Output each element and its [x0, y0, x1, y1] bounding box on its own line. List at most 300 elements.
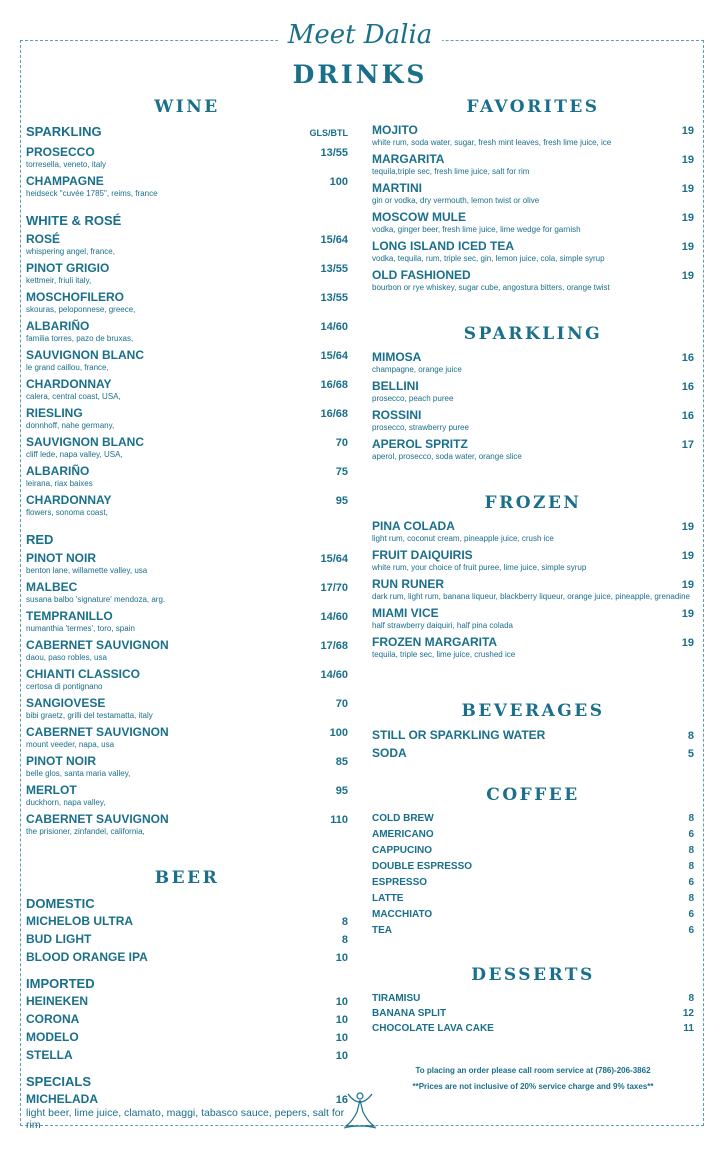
- menu-item: [26, 638, 348, 663]
- menu-item-row: [26, 145, 348, 160]
- footer-price-note: **Prices are not inclusive of 20% service charge and 9% taxes**: [412, 1082, 654, 1091]
- item-price: 8: [688, 813, 694, 824]
- item-description: torresella, veneto, italy: [26, 160, 107, 169]
- menu-item: [372, 379, 694, 404]
- menu-item: [26, 932, 348, 947]
- item-price: 75: [335, 466, 348, 478]
- item-name: PINOT NOIR: [26, 754, 97, 768]
- menu-item: [372, 828, 694, 842]
- menu-item: [26, 667, 348, 692]
- item-description: dark rum, light rum, banana liqueur, blackberry liqueur, orange juice, pineapple, grenadine: [372, 592, 690, 601]
- item-description: leirana, riax baixes: [26, 479, 93, 488]
- item-name: ALBARIÑO: [26, 464, 90, 478]
- menu-item-row: [372, 239, 694, 254]
- item-name: CHAMPAGNE: [26, 174, 104, 188]
- menu-item-row: [26, 174, 348, 189]
- item-price: 13/55: [320, 147, 348, 159]
- item-price: 19: [681, 125, 694, 137]
- item-price: 19: [681, 550, 694, 562]
- menu-item: [372, 1007, 694, 1021]
- item-description: familia torres, pazo de bruxas,: [26, 334, 134, 343]
- item-name: BELLINI: [372, 379, 419, 393]
- item-price: 13/55: [320, 263, 348, 275]
- menu-item: [26, 1092, 348, 1131]
- item-price: 17/68: [320, 640, 348, 652]
- menu-item-row: [26, 464, 348, 479]
- item-name: AMERICANO: [372, 829, 434, 840]
- menu-item-row: [26, 609, 348, 624]
- menu-item: [26, 812, 348, 837]
- item-name: ALBARIÑO: [26, 319, 90, 333]
- menu-item: [26, 261, 348, 286]
- item-price: 16/68: [320, 379, 348, 391]
- beer-title: BEER: [154, 868, 220, 888]
- item-price: 10: [335, 1032, 348, 1044]
- menu-item-row: [372, 408, 694, 423]
- item-description: numanthia 'termes', toro, spain: [26, 624, 135, 633]
- item-name: COLD BREW: [372, 813, 434, 824]
- left-column: [26, 96, 348, 1134]
- item-description: skouras, peloponnese, greece,: [26, 305, 136, 314]
- item-price: 14/60: [320, 669, 348, 681]
- menu-item-row: [26, 435, 348, 450]
- item-name: ESPRESSO: [372, 877, 428, 888]
- menu-item: [26, 377, 348, 402]
- item-name: APEROL SPRITZ: [372, 437, 468, 451]
- item-price: 8: [688, 893, 694, 904]
- menu-item-row: [372, 1022, 694, 1036]
- item-price: 19: [681, 270, 694, 282]
- item-price: 6: [688, 925, 694, 936]
- item-name: MOJITO: [372, 123, 418, 137]
- favorites-list: [372, 123, 694, 293]
- menu-item-row: [372, 1007, 694, 1021]
- menu-item-row: [372, 860, 694, 874]
- menu-item-row: [372, 844, 694, 858]
- menu-item: [26, 464, 348, 489]
- frozen-title: FROZEN: [484, 493, 582, 513]
- item-price: 70: [335, 437, 348, 449]
- item-name: SAUVIGNON BLANC: [26, 348, 145, 362]
- item-name: PINA COLADA: [372, 519, 455, 533]
- item-name: MOSCHOFILERO: [26, 290, 124, 304]
- wine-list: [26, 145, 348, 199]
- category-domestic: DOMESTIC: [26, 896, 95, 911]
- item-price: 70: [335, 698, 348, 710]
- item-price: 6: [688, 877, 694, 888]
- item-name: CABERNET SAUVIGNON: [26, 638, 169, 652]
- menu-item-row: [372, 152, 694, 167]
- menu-item: [372, 577, 694, 602]
- item-name: BLOOD ORANGE IPA: [26, 950, 148, 964]
- item-price: 16: [335, 1094, 348, 1106]
- menu-item-row: [26, 696, 348, 711]
- menu-item-row: [372, 828, 694, 842]
- menu-item: [26, 914, 348, 929]
- item-price: 16/68: [320, 408, 348, 420]
- item-name: STILL OR SPARKLING WATER: [372, 728, 546, 742]
- item-price: 85: [335, 756, 348, 768]
- menu-item-row: [372, 437, 694, 452]
- menu-item-row: [372, 635, 694, 650]
- menu-item-row: [26, 638, 348, 653]
- item-price: 16: [681, 381, 694, 393]
- item-name: CHOCOLATE LAVA CAKE: [372, 1023, 494, 1034]
- menu-item: [372, 606, 694, 631]
- item-name: CABERNET SAUVIGNON: [26, 725, 169, 739]
- item-price: 100: [329, 727, 348, 739]
- item-description: the prisioner, zinfandel, california,: [26, 827, 145, 836]
- menu-item: [26, 1048, 348, 1063]
- item-name: MARGARITA: [372, 152, 445, 166]
- coffee-title: COFFEE: [486, 785, 580, 805]
- item-name: CHARDONNAY: [26, 493, 112, 507]
- item-description: bibi graetz, grilli del testamatta, italy: [26, 711, 153, 720]
- item-name: MIAMI VICE: [372, 606, 439, 620]
- menu-item: [26, 696, 348, 721]
- item-description: light rum, coconut cream, pineapple juice, crush ice: [372, 534, 554, 543]
- menu-item-row: [372, 268, 694, 283]
- menu-item-row: [372, 892, 694, 906]
- item-price: 19: [681, 183, 694, 195]
- menu-item-row: [372, 746, 694, 761]
- item-name: HEINEKEN: [26, 994, 89, 1008]
- item-description: mount veeder, napa, usa: [26, 740, 115, 749]
- wine-list: [26, 551, 348, 837]
- sparkling-list: [372, 350, 694, 462]
- menu-item-row: [26, 1030, 348, 1045]
- menu-item: [26, 950, 348, 965]
- beer-list: [26, 1092, 348, 1131]
- footer-order-note: To placing an order please call room service at (786)-206-3862: [415, 1066, 651, 1075]
- sparkling-title: SPARKLING: [463, 324, 603, 344]
- menu-item: [26, 994, 348, 1009]
- wine-title: WINE: [154, 97, 220, 117]
- menu-item: [372, 860, 694, 874]
- menu-item-row: [26, 261, 348, 276]
- menu-item: [26, 1030, 348, 1045]
- page-title: DRINKS: [292, 60, 428, 89]
- menu-item-row: [26, 725, 348, 740]
- menu-item: [372, 408, 694, 433]
- item-name: MICHELADA: [26, 1092, 98, 1106]
- item-description: prosecco, strawberry puree: [372, 423, 469, 432]
- menu-item-row: [372, 924, 694, 938]
- item-name: RUN RUNER: [372, 577, 444, 591]
- menu-item: [372, 924, 694, 938]
- menu-item-row: [372, 548, 694, 563]
- menu-item: [372, 181, 694, 206]
- menu-item: [372, 239, 694, 264]
- menu-item: [26, 754, 348, 779]
- item-description: calera, central coast, USA,: [26, 392, 121, 401]
- item-name: CABERNET SAUVIGNON: [26, 812, 169, 826]
- menu-item-row: [372, 728, 694, 743]
- item-description: certosa di pontignano: [26, 682, 103, 691]
- right-column: [372, 96, 694, 1037]
- item-name: PROSECCO: [26, 145, 95, 159]
- item-name: MERLOT: [26, 783, 77, 797]
- item-description: le grand caillou, france,: [26, 363, 109, 372]
- item-price: 8: [688, 993, 694, 1004]
- menu-item: [26, 725, 348, 750]
- item-name: SANGIOVESE: [26, 696, 106, 710]
- menu-item: [372, 812, 694, 826]
- menu-item-row: [26, 812, 348, 827]
- item-price: 15/64: [320, 234, 348, 246]
- item-description: light beer, lime juice, clamato, maggi, tabasco sauce, pepers, salt for rim: [26, 1107, 345, 1131]
- beverages-title: BEVERAGES: [461, 701, 605, 721]
- item-price: 15/64: [320, 350, 348, 362]
- menu-item: [372, 350, 694, 375]
- favorites-title: FAVORITES: [466, 97, 600, 117]
- coffee-list: [372, 812, 694, 938]
- item-description: champagne, orange juice: [372, 365, 462, 374]
- item-price: 100: [329, 176, 348, 188]
- menu-item-row: [26, 994, 348, 1009]
- item-price: 95: [335, 785, 348, 797]
- menu-item-row: [372, 577, 694, 592]
- item-name: MACCHIATO: [372, 909, 433, 920]
- menu-item: [372, 210, 694, 235]
- item-price: 8: [341, 916, 348, 928]
- menu-item: [26, 174, 348, 199]
- item-description: tequila,triple sec, fresh lime juice, salt for rim: [372, 167, 530, 176]
- item-price: 15/64: [320, 553, 348, 565]
- beer-list: [26, 994, 348, 1063]
- item-name: TIRAMISU: [372, 993, 421, 1004]
- item-description: prosecco, peach puree: [372, 394, 454, 403]
- menu-item-row: [26, 914, 348, 929]
- menu-item-row: [372, 350, 694, 365]
- dancer-figure-icon: [340, 1090, 380, 1130]
- menu-item-row: [26, 580, 348, 595]
- item-description: donnhoff, nahe germany,: [26, 421, 115, 430]
- menu-item-row: [26, 754, 348, 769]
- menu-item-row: [372, 123, 694, 138]
- item-name: OLD FASHIONED: [372, 268, 471, 282]
- item-description: heidseck "cuvée 1785", reims, france: [26, 189, 158, 198]
- item-price: 19: [681, 154, 694, 166]
- item-name: SAUVIGNON BLANC: [26, 435, 145, 449]
- item-name: CHIANTI CLASSICO: [26, 667, 140, 681]
- item-price: 14/60: [320, 611, 348, 623]
- item-price: 13/55: [320, 292, 348, 304]
- category-white-rose: WHITE & ROSÉ: [26, 213, 122, 228]
- item-description: duckhorn, napa valley,: [26, 798, 106, 807]
- menu-item-row: [372, 210, 694, 225]
- menu-item: [26, 232, 348, 257]
- item-name: PINOT NOIR: [26, 551, 97, 565]
- menu-item-row: [372, 519, 694, 534]
- item-name: MALBEC: [26, 580, 78, 594]
- item-description: susana balbo 'signature' mendoza, arg.: [26, 595, 166, 604]
- item-name: TEMPRANILLO: [26, 609, 113, 623]
- item-name: ROSSINI: [372, 408, 422, 422]
- item-name: MOSCOW MULE: [372, 210, 466, 224]
- item-price: 5: [687, 748, 694, 760]
- item-price: 110: [330, 814, 348, 826]
- item-price: 6: [688, 829, 694, 840]
- menu-item: [372, 892, 694, 906]
- item-price: 19: [681, 241, 694, 253]
- menu-item-row: [26, 932, 348, 947]
- menu-item-row: [372, 606, 694, 621]
- menu-item: [26, 1012, 348, 1027]
- item-price: 19: [681, 521, 694, 533]
- item-name: BUD LIGHT: [26, 932, 92, 946]
- menu-item-row: [26, 1092, 348, 1107]
- menu-item-row: [26, 1012, 348, 1027]
- item-name: TEA: [372, 925, 392, 936]
- menu-item: [26, 290, 348, 315]
- item-description: flowers, sonoma coast,: [26, 508, 108, 517]
- menu-item: [372, 635, 694, 660]
- menu-item-row: [26, 406, 348, 421]
- item-name: DOUBLE ESPRESSO: [372, 861, 473, 872]
- item-description: daou, paso robles, usa: [26, 653, 107, 662]
- item-price: 11: [683, 1023, 694, 1034]
- menu-item: [26, 319, 348, 344]
- category-sparkling-wine: SPARKLING GLS/BTL: [26, 123, 348, 142]
- item-price: 8: [688, 845, 694, 856]
- category-red: RED: [26, 532, 54, 547]
- menu-item: [372, 1022, 694, 1036]
- item-price: 10: [335, 1014, 348, 1026]
- item-price: 10: [335, 952, 348, 964]
- item-price: 12: [682, 1008, 694, 1019]
- item-name: BANANA SPLIT: [372, 1008, 447, 1019]
- menu-item: [26, 783, 348, 808]
- item-description: gin or vodka, dry vermouth, lemon twist or olive: [372, 196, 540, 205]
- item-name: SODA: [372, 746, 407, 760]
- menu-item: [26, 580, 348, 605]
- menu-item: [26, 145, 348, 170]
- item-name: FROZEN MARGARITA: [372, 635, 498, 649]
- menu-item-row: [26, 1048, 348, 1063]
- item-price: 8: [341, 934, 348, 946]
- item-price: 19: [681, 212, 694, 224]
- logo: Meet Dalia: [0, 20, 720, 50]
- wine-list: [26, 232, 348, 518]
- menu-item-row: [26, 232, 348, 247]
- menu-item: [26, 435, 348, 460]
- item-description: tequila, triple sec, lime juice, crushed ice: [372, 650, 516, 659]
- beverages-list: [372, 728, 694, 761]
- menu-item: [372, 437, 694, 462]
- item-name: MODELO: [26, 1030, 79, 1044]
- menu-item: [372, 876, 694, 890]
- item-price: 10: [335, 996, 348, 1008]
- item-description: kettmeir, friuli italy,: [26, 276, 92, 285]
- item-name: CAPPUCINO: [372, 845, 433, 856]
- item-name: MARTINI: [372, 181, 422, 195]
- menu-item: [372, 548, 694, 573]
- item-description: whispering angel, france,: [26, 247, 115, 256]
- menu-item: [372, 152, 694, 177]
- menu-item-row: [372, 379, 694, 394]
- menu-item: [372, 268, 694, 293]
- glass-bottle-note: GLS/BTL: [309, 128, 348, 138]
- menu-item: [26, 406, 348, 431]
- item-name: MICHELOB ULTRA: [26, 914, 134, 928]
- item-description: vodka, tequila, rum, triple sec, gin, lemon juice, cola, simple syrup: [372, 254, 605, 263]
- frozen-list: [372, 519, 694, 660]
- menu-item: [372, 908, 694, 922]
- menu-item: [372, 992, 694, 1006]
- item-price: 16: [681, 352, 694, 364]
- item-price: 17: [681, 439, 694, 451]
- item-description: bourbon or rye whiskey, sugar cube, angostura bitters, orange twist: [372, 283, 610, 292]
- desserts-title: DESSERTS: [471, 965, 595, 985]
- menu-item-row: [372, 992, 694, 1006]
- category-specials: SPECIALS: [26, 1074, 92, 1089]
- menu-item: [372, 844, 694, 858]
- item-price: 19: [681, 637, 694, 649]
- menu-item-row: [372, 876, 694, 890]
- item-name: CORONA: [26, 1012, 80, 1026]
- item-price: 19: [681, 608, 694, 620]
- menu-item-row: [26, 551, 348, 566]
- item-description: white rum, soda water, sugar, fresh mint leaves, fresh lime juice, ice: [372, 138, 612, 147]
- menu-item: [26, 493, 348, 518]
- item-name: ROSÉ: [26, 232, 61, 246]
- menu-item-row: [372, 181, 694, 196]
- menu-item-row: [372, 812, 694, 826]
- item-description: vodka, ginger beer, fresh lime juice, lime wedge for garnish: [372, 225, 581, 234]
- item-price: 19: [681, 579, 694, 591]
- item-price: 16: [681, 410, 694, 422]
- item-description: belle glos, santa maria valley,: [26, 769, 131, 778]
- item-name: LATTE: [372, 893, 404, 904]
- menu-item: [372, 519, 694, 544]
- category-imported: IMPORTED: [26, 976, 95, 991]
- item-description: benton lane, willamette valley, usa: [26, 566, 148, 575]
- menu-item-row: [26, 377, 348, 392]
- item-price: 95: [335, 495, 348, 507]
- menu-item-row: [372, 908, 694, 922]
- item-name: FRUIT DAIQUIRIS: [372, 548, 473, 562]
- menu-item-row: [26, 493, 348, 508]
- item-price: 6: [688, 909, 694, 920]
- menu-item: [26, 348, 348, 373]
- item-name: MIMOSA: [372, 350, 422, 364]
- menu-item-row: [26, 950, 348, 965]
- menu-item: [372, 746, 694, 761]
- item-name: LONG ISLAND ICED TEA: [372, 239, 515, 253]
- menu-item: [26, 551, 348, 576]
- menu-item-row: [26, 783, 348, 798]
- item-name: CHARDONNAY: [26, 377, 112, 391]
- item-price: 8: [687, 730, 694, 742]
- item-name: STELLA: [26, 1048, 73, 1062]
- item-name: PINOT GRIGIO: [26, 261, 110, 275]
- item-name: RIESLING: [26, 406, 83, 420]
- menu-item: [372, 728, 694, 743]
- menu-item-row: [26, 348, 348, 363]
- item-description: white rum, your choice of fruit puree, lime juice, simple syrup: [372, 563, 587, 572]
- beer-list: [26, 914, 348, 965]
- menu-item: [26, 609, 348, 634]
- desserts-list: [372, 992, 694, 1036]
- item-price: 17/70: [320, 582, 348, 594]
- menu-item-row: [26, 319, 348, 334]
- menu-item-row: [26, 290, 348, 305]
- item-price: 10: [335, 1050, 348, 1062]
- item-description: aperol, prosecco, soda water, orange slice: [372, 452, 522, 461]
- menu-item-row: [26, 667, 348, 682]
- menu-item: [372, 123, 694, 148]
